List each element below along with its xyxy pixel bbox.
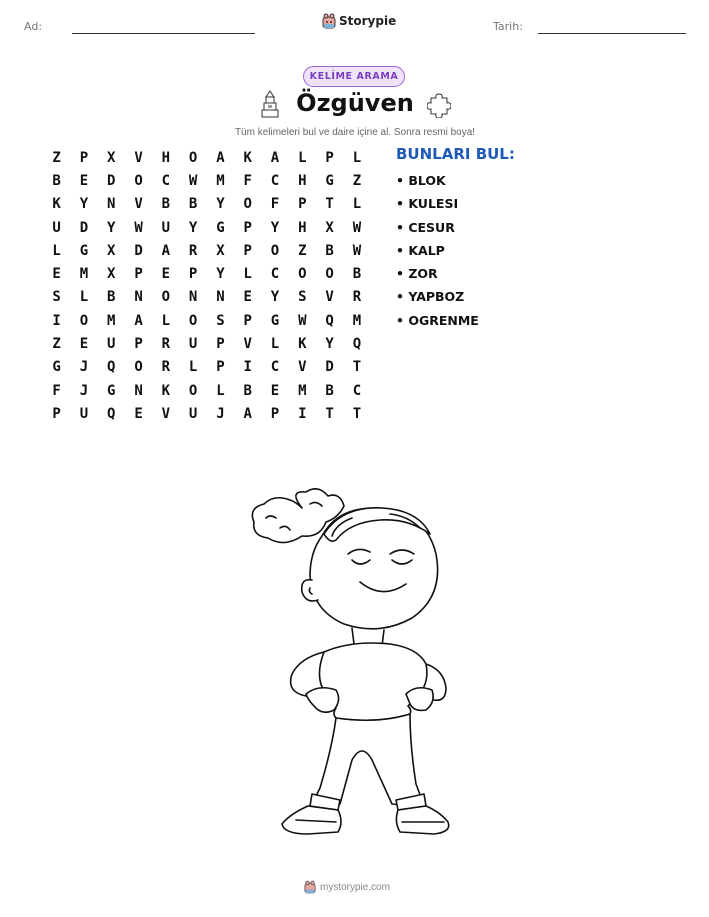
- grid-letter: Y: [216, 266, 225, 283]
- grid-letter: J: [79, 359, 89, 376]
- word-list-item: • OGRENME: [396, 312, 479, 328]
- grid-letter: U: [107, 336, 116, 353]
- grid-letter: B: [325, 242, 334, 259]
- grid-letter: A: [216, 149, 225, 166]
- grid-letter: O: [270, 242, 280, 259]
- grid-letter: Y: [188, 219, 198, 236]
- grid-letter: Y: [270, 289, 280, 306]
- grid-letter: X: [107, 149, 116, 166]
- grid-letter: R: [352, 289, 362, 306]
- grid-letter: L: [161, 312, 171, 329]
- footer: [304, 880, 390, 894]
- grid-letter: U: [188, 336, 198, 353]
- grid-letter: E: [270, 382, 280, 399]
- brand-logo: [322, 13, 396, 29]
- grid-letter: J: [216, 405, 225, 422]
- grid-letter: Y: [216, 196, 225, 213]
- grid-letter: O: [188, 149, 198, 166]
- footer-url: mystorypie.com: [320, 881, 391, 893]
- grid-letter: W: [352, 219, 362, 236]
- grid-letter: C: [161, 172, 171, 189]
- grid-letter: B: [352, 266, 362, 283]
- grid-letter: P: [134, 266, 143, 283]
- grid-letter: Y: [107, 219, 116, 236]
- grid-letter: P: [79, 149, 89, 166]
- grid-letter: O: [79, 312, 89, 329]
- grid-letter: O: [161, 289, 171, 306]
- grid-letter: P: [52, 405, 61, 422]
- grid-letter: Q: [325, 312, 334, 329]
- grid-letter: I: [298, 405, 307, 422]
- grid-letter: S: [216, 312, 225, 329]
- grid-letter: F: [243, 172, 252, 189]
- grid-letter: A: [243, 405, 252, 422]
- grid-letter: J: [79, 382, 89, 399]
- grid-letter: P: [325, 149, 334, 166]
- grid-letter: K: [52, 196, 61, 213]
- grid-letter: P: [188, 266, 198, 283]
- date-line: [538, 33, 686, 34]
- grid-letter: B: [52, 172, 61, 189]
- grid-letter: E: [79, 336, 89, 353]
- grid-letter: E: [52, 266, 61, 283]
- grid-letter: N: [107, 196, 116, 213]
- grid-letter: G: [107, 382, 116, 399]
- grid-letter: R: [161, 359, 171, 376]
- grid-letter: F: [52, 382, 61, 399]
- activity-badge: KELİME ARAMA: [303, 66, 405, 87]
- grid-letter: O: [298, 266, 307, 283]
- grid-letter: X: [107, 242, 116, 259]
- grid-letter: Y: [325, 336, 334, 353]
- grid-letter: S: [298, 289, 307, 306]
- grid-letter: N: [134, 289, 143, 306]
- grid-letter: L: [79, 289, 89, 306]
- grid-letter: P: [134, 336, 143, 353]
- word-list-item: • KULESI: [396, 196, 459, 212]
- grid-letter: Q: [352, 336, 362, 353]
- grid-letter: O: [188, 382, 198, 399]
- grid-letter: E: [243, 289, 252, 306]
- grid-letter: G: [270, 312, 280, 329]
- word-list-item: • YAPBOZ: [396, 289, 465, 305]
- grid-letter: P: [216, 359, 225, 376]
- grid-letter: G: [216, 219, 225, 236]
- grid-letter: X: [216, 242, 225, 259]
- storypie-logo-icon: [322, 13, 336, 29]
- grid-letter: Y: [79, 196, 89, 213]
- grid-letter: V: [161, 405, 171, 422]
- grid-letter: T: [352, 359, 362, 376]
- grid-letter: N: [134, 382, 143, 399]
- brand-name: Storypie: [339, 14, 397, 28]
- grid-letter: P: [298, 196, 307, 213]
- grid-letter: C: [270, 266, 280, 283]
- grid-letter: L: [52, 242, 61, 259]
- storypie-logo-icon: [304, 880, 316, 894]
- page-title: Özgüven: [296, 89, 414, 117]
- name-line: [72, 33, 255, 34]
- grid-letter: O: [134, 359, 143, 376]
- grid-letter: U: [79, 405, 89, 422]
- word-list-item: • KALP: [396, 242, 445, 258]
- grid-letter: V: [134, 149, 143, 166]
- grid-letter: Z: [298, 242, 307, 259]
- grid-letter: I: [243, 359, 252, 376]
- grid-letter: Q: [107, 359, 116, 376]
- grid-letter: Z: [352, 172, 362, 189]
- grid-letter: U: [188, 405, 198, 422]
- grid-letter: C: [270, 172, 280, 189]
- date-label: Tarih:: [493, 20, 523, 33]
- grid-letter: H: [161, 149, 171, 166]
- grid-letter: P: [243, 312, 252, 329]
- grid-letter: M: [216, 172, 225, 189]
- grid-letter: A: [161, 242, 171, 259]
- puzzle-piece-icon: [427, 92, 451, 118]
- grid-letter: Z: [52, 336, 61, 353]
- grid-letter: L: [352, 149, 362, 166]
- grid-letter: O: [134, 172, 143, 189]
- grid-letter: B: [243, 382, 252, 399]
- grid-letter: T: [325, 196, 334, 213]
- grid-letter: D: [134, 242, 143, 259]
- grid-letter: P: [243, 242, 252, 259]
- grid-letter: L: [216, 382, 225, 399]
- word-list: [396, 171, 479, 334]
- grid-letter: U: [161, 219, 171, 236]
- grid-letter: X: [107, 266, 116, 283]
- grid-letter: W: [188, 172, 198, 189]
- grid-letter: E: [161, 266, 171, 283]
- grid-letter: G: [79, 242, 89, 259]
- grid-letter: E: [134, 405, 143, 422]
- grid-letter: H: [298, 172, 307, 189]
- letter-grid: [43, 146, 371, 426]
- grid-letter: O: [188, 312, 198, 329]
- grid-letter: C: [270, 359, 280, 376]
- word-list-item: • BLOK: [396, 173, 446, 188]
- grid-letter: L: [188, 359, 198, 376]
- grid-letter: V: [134, 196, 143, 213]
- grid-letter: W: [134, 219, 143, 236]
- grid-letter: K: [161, 382, 171, 399]
- grid-letter: G: [52, 359, 61, 376]
- grid-letter: I: [52, 312, 61, 329]
- grid-letter: M: [352, 312, 362, 329]
- grid-letter: V: [298, 359, 307, 376]
- word-list-item: • ZOR: [396, 266, 438, 282]
- grid-letter: A: [134, 312, 143, 329]
- grid-letter: O: [325, 266, 334, 283]
- grid-letter: O: [243, 196, 252, 213]
- grid-letter: P: [243, 219, 252, 236]
- grid-letter: K: [298, 336, 307, 353]
- grid-letter: W: [352, 242, 362, 259]
- instructions: Tüm kelimeleri bul ve daire içine al. Sonra resmi boya!: [234, 127, 476, 138]
- grid-letter: R: [188, 242, 198, 259]
- grid-letter: N: [188, 289, 198, 306]
- grid-letter: Y: [270, 219, 280, 236]
- grid-letter: F: [270, 196, 280, 213]
- word-list-item: • CESUR: [396, 219, 455, 235]
- grid-letter: M: [79, 266, 89, 283]
- grid-letter: E: [79, 172, 89, 189]
- grid-letter: V: [325, 289, 334, 306]
- grid-letter: P: [270, 405, 280, 422]
- grid-letter: B: [325, 382, 334, 399]
- grid-letter: A: [270, 149, 280, 166]
- name-label: Ad:: [24, 20, 43, 33]
- grid-letter: R: [161, 336, 171, 353]
- grid-letter: Q: [107, 405, 116, 422]
- grid-letter: T: [325, 405, 334, 422]
- grid-letter: S: [52, 289, 61, 306]
- grid-letter: V: [243, 336, 252, 353]
- grid-letter: L: [243, 266, 252, 283]
- grid-letter: U: [52, 219, 61, 236]
- grid-letter: K: [243, 149, 252, 166]
- grid-letter: N: [216, 289, 225, 306]
- grid-letter: X: [325, 219, 334, 236]
- girl-coloring-illustration: [240, 488, 470, 850]
- grid-letter: Z: [52, 149, 61, 166]
- grid-letter: M: [298, 382, 307, 399]
- grid-letter: W: [298, 312, 307, 329]
- grid-letter: B: [107, 289, 116, 306]
- grid-letter: T: [352, 405, 362, 422]
- grid-letter: G: [325, 172, 334, 189]
- grid-letter: L: [352, 196, 362, 213]
- grid-letter: M: [107, 312, 116, 329]
- grid-letter: B: [161, 196, 171, 213]
- grid-letter: D: [79, 219, 89, 236]
- grid-letter: D: [107, 172, 116, 189]
- grid-letter: L: [298, 149, 307, 166]
- grid-letter: H: [298, 219, 307, 236]
- grid-letter: B: [188, 196, 198, 213]
- grid-letter: P: [216, 336, 225, 353]
- grid-letter: C: [352, 382, 362, 399]
- block-tower-icon: [259, 90, 281, 118]
- word-list-heading: BUNLARI BUL:: [396, 145, 515, 163]
- grid-letter: L: [270, 336, 280, 353]
- grid-letter: D: [325, 359, 334, 376]
